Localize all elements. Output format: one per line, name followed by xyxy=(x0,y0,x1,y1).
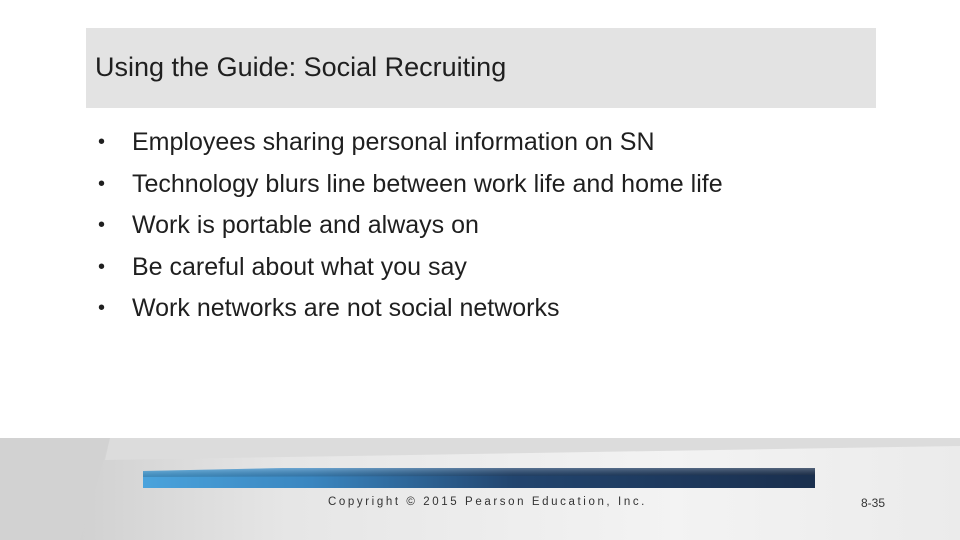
bullet-item xyxy=(96,122,723,164)
bullet-item xyxy=(96,205,723,247)
page-number: 8-35 xyxy=(861,496,886,510)
footer-wedge-top xyxy=(105,438,960,460)
accent-stripe xyxy=(143,468,815,488)
footer-wedge-left xyxy=(0,438,110,540)
bullet-dot-icon: • xyxy=(98,255,106,278)
bullet-dot-icon: • xyxy=(98,131,106,153)
bullet-dot-icon: • xyxy=(98,214,106,236)
bullet-text: Be careful about what you say xyxy=(132,252,467,281)
bullet-dot-icon: • xyxy=(98,172,106,195)
bullet-item xyxy=(96,288,723,330)
bullet-text: Technology blurs line between work life and home life xyxy=(132,169,723,198)
slide-title: Using the Guide: Social Recruiting xyxy=(95,52,507,82)
footer-decoration xyxy=(0,438,960,540)
bullet-list xyxy=(96,122,723,330)
bullet-dot-icon: • xyxy=(98,297,106,319)
bullet-item xyxy=(96,164,723,206)
bullet-item xyxy=(96,247,723,289)
bullet-text: Employees sharing personal information on SN xyxy=(132,128,655,156)
copyright-text: Copyright © 2015 Pearson Education, Inc. xyxy=(328,496,647,508)
bullet-text: Work is portable and always on xyxy=(132,211,479,239)
bullet-text: Work networks are not social networks xyxy=(132,294,560,322)
title-bar xyxy=(86,28,876,108)
